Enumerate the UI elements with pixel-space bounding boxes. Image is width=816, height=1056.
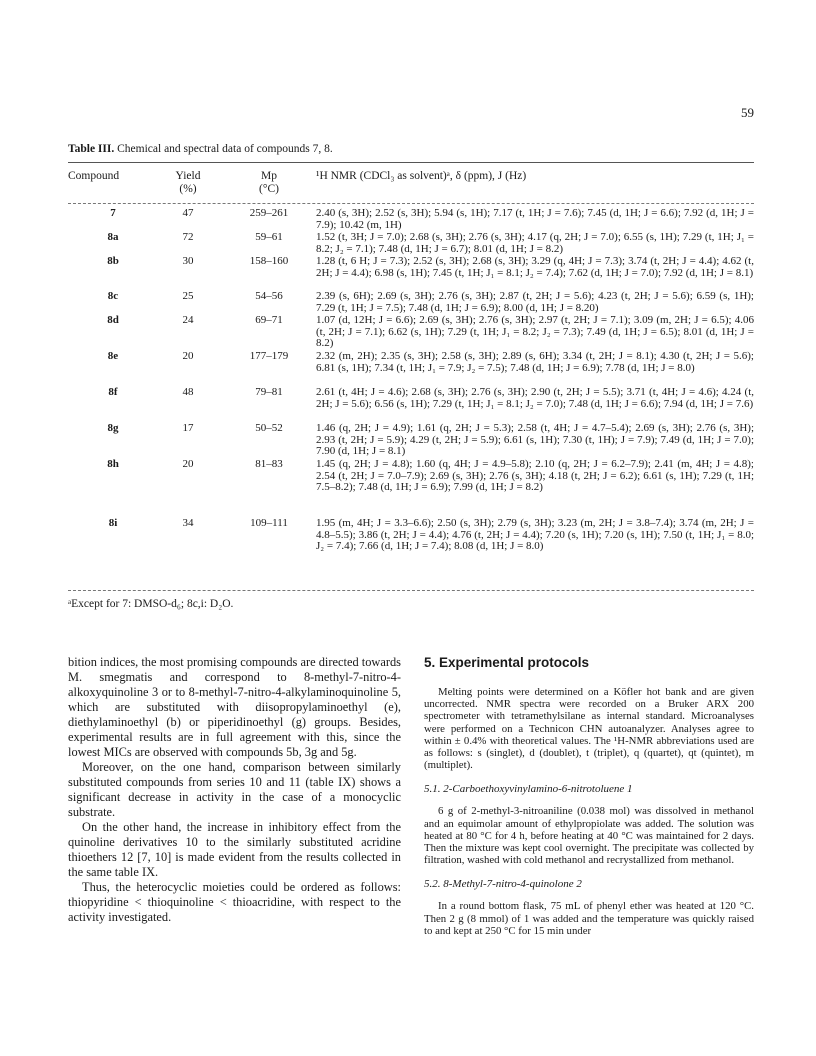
table-header-rule [68, 203, 754, 204]
header-mp [241, 170, 297, 196]
header-yield-label: Yield [175, 170, 201, 182]
cell-compound: 8i [108, 517, 118, 529]
cell-mp: 59–61 [255, 231, 283, 243]
cell-mp: 79–81 [255, 386, 283, 398]
cell-yield: 17 [182, 422, 194, 434]
cell-compound: 7 [110, 207, 116, 219]
subsection-text-2: In a round bottom flask, 75 mL of phenyl ether was heated at 120 °C. Then 2 g (8 mmol) of 1 was added and the temperature was quickly raised to and kept at 250 °C for 15 min under [424, 900, 754, 937]
cell-mp: 177–179 [249, 350, 289, 362]
cell-compound: 8c [107, 290, 119, 302]
left-paragraph-1: bition indices, the most promising compounds are directed towards M. smegmatis and correspond to 8-methyl-7-nitro-4-alkoxyquinoline 3 or to 8-methyl-7-nitro-4-alkylaminoquinoline 5, which are substituted with diisopropylaminoethyl (e), diethylaminoethyl (b) or piperidinoethyl (g) groups. Besides, experimental results are in full agreement with this, since the lowest MICs are observed with compounds 5b, 3g and 5g. [68, 655, 401, 759]
cell-compound: 8f [108, 386, 118, 398]
header-yield-unit: (%) [179, 183, 197, 195]
cell-yield: 20 [182, 350, 194, 362]
left-paragraph-4: Thus, the heterocyclic moieties could be ordered as follows: thiopyridine < thioquinoline < thioacridine, with respect to the activity investigated. [68, 880, 401, 924]
cell-yield: 34 [182, 517, 194, 529]
cell-nmr: 1.45 (q, 2H; J = 4.8); 1.60 (q, 4H; J = 4.9–5.8); 2.10 (q, 2H; J = 6.2–7.9); 2.41 (m, 4H; J = 4.8); 2.54 (t, 2H; J = 7.0–7.9); 2.69 (s, 3H); 2.76 (s, 3H); 4.18 (t, 2H; J = 6.2); 6.61 (s, 1H); 7.29 (t, 1H; 7.5–8.2); 7.48 (d, 1H; J = 6.9); 7.99 (d, 1H; J = 8.2) [316, 458, 754, 494]
table-bottom-rule [68, 590, 754, 591]
table-row [68, 291, 754, 315]
subsection-text-1: 6 g of 2-methyl-3-nitroaniline (0.038 mol) was dissolved in methanol and an equimolar amount of ethylpropiolate was added. The solution was heated at 80 °C for 4 h, before heating at 40 °C was maintained for 2 days. Then the mixture was kept cool overnight. The precipitate was collected by filtration, washed with cold methanol and recrystallized from methanol. [424, 805, 754, 867]
table-row [68, 423, 754, 459]
table-row [68, 351, 754, 387]
cell-yield: 30 [182, 255, 194, 267]
table-footnote: ᵃExcept for 7: DMSO-d₆; 8c,i: D₂O. [68, 598, 234, 610]
header-mp-unit: (°C) [259, 183, 279, 195]
table-top-rule [68, 162, 754, 163]
cell-yield: 47 [182, 207, 194, 219]
header-mp-label: Mp [261, 170, 277, 182]
table-row [68, 518, 754, 568]
cell-nmr: 1.28 (t, 6 H; J = 7.3); 2.52 (s, 3H); 2.68 (s, 3H); 3.29 (q, 4H; J = 7.3); 3.74 (t, 2H; J = 4.4); 4.62 (t, 2H; J = 4.4); 6.98 (s, 1H); 7.45 (t, 1H; J₁ = 8.1; J₂ = 7.4); 7.62 (d, 1H; J = 7.0); 7.92 (d, 1H; J = 8.1) [316, 255, 754, 279]
body-left-column [68, 655, 401, 925]
cell-nmr: 2.39 (s, 6H); 2.69 (s, 3H); 2.76 (s, 3H); 2.87 (t, 2H; J = 5.6); 4.23 (t, 2H; J = 5.6); 6.59 (s, 1H); 7.29 (t, 1H; J = 7.5); 7.48 (d, 1H; J = 6.9); 8.00 (d, 1H; J = 8.20) [316, 290, 754, 314]
table-caption-text: Chemical and spectral data of compounds 7, 8. [114, 143, 333, 155]
left-paragraph-3: On the other hand, the increase in inhibitory effect from the quinoline derivatives 10 to the similarly substituted acridine thioethers 12 [7, 10] is made evident from the results collected in the same table IX. [68, 820, 401, 879]
cell-compound: 8a [107, 231, 119, 243]
subsection-heading-1: 5.1. 2-Carboethoxyvinylamino-6-nitrotoluene 1 [424, 783, 633, 796]
cell-mp: 109–111 [250, 517, 288, 529]
cell-nmr: 1.07 (d, 12H; J = 6.6); 2.69 (s, 3H); 2.76 (s, 3H); 2.97 (t, 2H; J = 7.1); 3.09 (m, 2H; J = 6.5); 4.06 (t, 2H; J = 7.1); 6.62 (s, 1H); 7.29 (t, 1H; J₁ = 8.2; J₂ = 7.3); 7.49 (d, 1H; J = 6.5); 8.01 (d, 1H; J = 8.2) [316, 314, 754, 350]
table-row [68, 232, 754, 256]
cell-compound: 8b [107, 255, 119, 267]
subsection-heading-2: 5.2. 8-Methyl-7-nitro-4-quinolone 2 [424, 878, 582, 891]
cell-mp: 259–261 [249, 207, 289, 219]
table-row [68, 387, 754, 423]
cell-mp: 81–83 [255, 458, 283, 470]
cell-yield: 24 [182, 314, 194, 326]
table-caption [68, 143, 333, 155]
cell-yield: 20 [182, 458, 194, 470]
table-header [68, 170, 754, 200]
cell-yield: 72 [182, 231, 194, 243]
cell-mp: 158–160 [249, 255, 289, 267]
header-nmr: ¹H NMR (CDCl₃ as solvent)ᵃ, δ (ppm), J (Hz) [316, 170, 527, 182]
cell-compound: 8e [107, 350, 119, 362]
table-row [68, 459, 754, 518]
cell-mp: 69–71 [255, 314, 283, 326]
cell-compound: 8g [107, 422, 119, 434]
section-intro: Melting points were determined on a Köfler hot bank and are given uncorrected. NMR spectra were recorded on a Bruker ARX 200 spectrometer with tetramethylsilane as internal standard. Microanalyses were performed on a Technicon CHN autoanalyzer. Analyses agree to within ± 0.4% with theoretical values. The ¹H-NMR abbreviations used are as follows: s (singlet), d (doublet), t (triplet), q (quartet), qt (quintet), m (multiplet). [424, 686, 754, 772]
header-compound: Compound [68, 170, 120, 182]
cell-nmr: 1.46 (q, 2H; J = 4.9); 1.61 (q, 2H; J = 5.3); 2.58 (t, 4H; J = 4.7–5.4); 2.69 (s, 3H); 2.76 (s, 3H); 2.93 (t, 2H; J = 5.9); 4.29 (t, 2H; J = 5.9); 6.61 (s, 1H); 7.30 (t, 1H); J = 7.9); 7.49 (d, 1H; J = 7.0); 7.90 (d, 1H; J = 8.1) [316, 422, 754, 458]
left-paragraph-2: Moreover, on the one hand, comparison between similarly substituted compounds from series 10 and 11 (table IX) shows a significant decrease in activity in the case of a monocyclic substrate. [68, 760, 401, 819]
header-yield [168, 170, 208, 196]
cell-compound: 8d [107, 314, 119, 326]
section-heading: 5. Experimental protocols [424, 655, 590, 670]
cell-mp: 50–52 [255, 422, 283, 434]
table-caption-label: Table III. [68, 143, 115, 155]
cell-compound: 8h [107, 458, 119, 470]
cell-nmr: 2.40 (s, 3H); 2.52 (s, 3H); 5.94 (s, 1H); 7.17 (t, 1H; J = 7.6); 7.45 (d, 1H; J = 6.6); 7.92 (d, 1H; J = 7.9); 10.42 (m, 1H) [316, 207, 754, 231]
table-body [68, 208, 754, 568]
cell-nmr: 1.52 (t, 3H; J = 7.0); 2.68 (s, 3H); 2.76 (s, 3H); 4.17 (q, 2H; J = 7.0); 6.55 (s, 1H); 7.29 (t, 1H; J₁ = 8.2; J₂ = 7.1); 7.48 (d, 1H; J = 6.7); 8.01 (d, 1H; J = 8.2) [316, 231, 754, 255]
cell-yield: 25 [182, 290, 194, 302]
cell-nmr: 1.95 (m, 4H; J = 3.3–6.6); 2.50 (s, 3H); 2.79 (s, 3H); 3.23 (m, 2H; J = 3.8–7.4); 3.74 (m, 2H; J = 4.8–5.5); 3.86 (t, 2H; J = 4.4); 4.76 (t, 2H; J = 4.4); 7.20 (s, 1H); 7.20 (s, 1H); 7.50 (t, 1H; J₁ = 8.0; J₂ = 7.4); 7.66 (d, 1H; J = 7.4); 8.08 (d, 1H; J = 8.0) [316, 517, 754, 553]
cell-mp: 54–56 [255, 290, 283, 302]
cell-nmr: 2.61 (t, 4H; J = 4.6); 2.68 (s, 3H); 2.76 (s, 3H); 2.90 (t, 2H; J = 5.5); 3.71 (t, 4H; J = 4.6); 4.24 (t, 2H; J = 5.6); 6.56 (s, 1H); 7.29 (t, 1H; J₁ = 8.1; J₂ = 7.0); 7.48 (d, 1H; J = 6.6); 7.94 (d, 1H; J = 7.6) [316, 386, 754, 410]
cell-yield: 48 [182, 386, 194, 398]
table-row [68, 315, 754, 351]
cell-nmr: 2.32 (m, 2H); 2.35 (s, 3H); 2.58 (s, 3H); 2.89 (s, 6H); 3.34 (t, 2H; J = 8.1); 4.30 (t, 2H; J = 5.6); 6.81 (s, 1H); 7.34 (t, 1H; J₁ = 7.9; J₂ = 7.5); 7.48 (d, 1H; J = 6.9); 7.78 (d, 1H; J = 8.0) [316, 350, 754, 374]
table-row [68, 208, 754, 232]
page-number: 59 [741, 105, 754, 120]
body-right-column [424, 655, 754, 937]
table-row [68, 256, 754, 291]
